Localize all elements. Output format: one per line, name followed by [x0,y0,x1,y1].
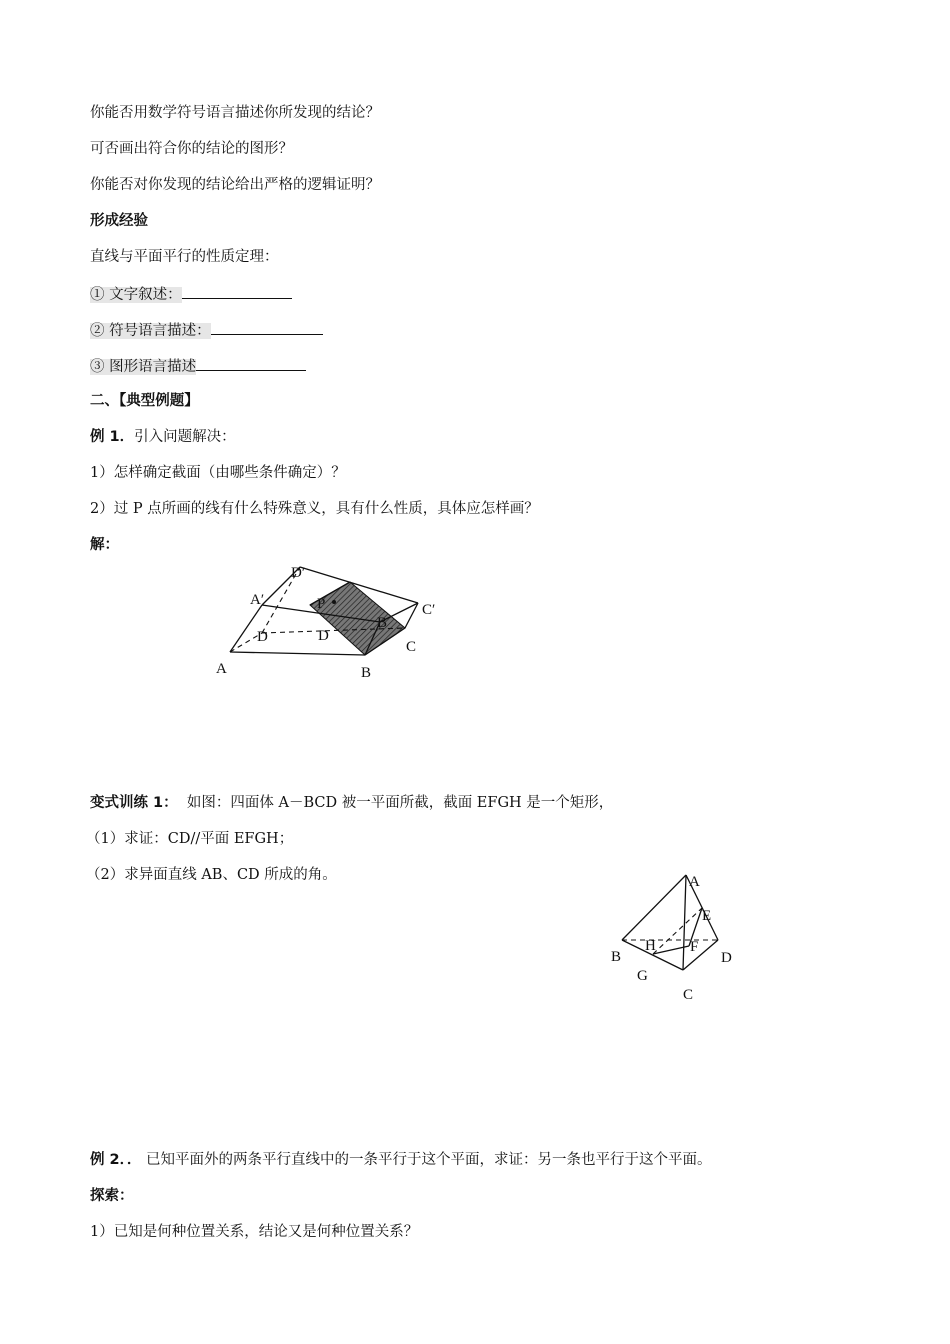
symbol-statement-row [90,319,323,341]
variant-1-q2: （2）求异面直线 AB、CD 所成的角。 [86,867,337,883]
tetrahedron-figure [600,868,750,1003]
example-2-label: 例 2．． [90,1152,142,1168]
label-b: B [361,665,372,681]
example-1-q1: 1）怎样确定截面（由哪些条件确定）？ [90,465,346,481]
symbol-statement-blank[interactable] [211,319,323,335]
example-1-text: 引入问题解决： [134,429,236,445]
solution-label: 解： [90,537,119,553]
label-d-inner: D [257,629,268,645]
question-1: 你能否用数学符号语言描述你所发现的结论？ [90,105,380,121]
explore-label: 探索： [90,1188,134,1204]
tetra-label-e: E [702,908,712,924]
tetra-label-h: H [645,938,656,954]
example-2-text: 已知平面外的两条平行直线中的一条平行于这个平面，求证：另一条也平行于这个平面。 [146,1152,712,1168]
label-b-prime: B [377,615,388,631]
figure-statement-label: ③ 图形语言描述 [90,359,197,375]
example-1-label: 例 1． [90,429,135,445]
example-2-line [90,1150,712,1170]
tetra-label-b: B [611,949,622,965]
text-statement-blank[interactable] [182,283,292,299]
variant-1-label: 变式训练 1： [90,795,178,811]
example-2-q1: 1）已知是何种位置关系，结论又是何种位置关系？ [90,1224,419,1240]
variant-1-text: 如图：四面体 A－BCD 被一平面所截，截面 EFGH 是一个矩形， [186,795,614,811]
label-a: A [216,661,227,677]
question-2: 可否画出符合你的结论的图形？ [90,141,293,157]
question-3: 你能否对你发现的结论给出严格的逻辑证明？ [90,177,380,193]
tetra-label-f: F [690,939,699,955]
example-1-q2: 2）过 P 点所画的线有什么特殊意义，具有什么性质，具体应怎样画？ [90,501,539,517]
label-d-inner-2: D [318,628,329,644]
label-c: C [406,639,417,655]
figure-statement-blank[interactable] [196,355,306,371]
text-statement-label: ① 文字叙述： [90,287,182,303]
label-d-prime: D′ [291,565,306,581]
figure-statement-row [90,355,306,377]
experience-heading: 形成经验 [90,213,148,229]
example-1-line [90,427,236,447]
theorem-intro: 直线与平面平行的性质定理： [90,249,279,265]
tetra-label-a: A [689,874,700,890]
prism-section-figure [205,560,455,685]
tetra-label-d: D [721,950,732,966]
section-2-heading: 二、【典型例题】 [90,393,199,409]
variant-1-line [90,793,613,813]
label-a-prime: A′ [250,592,265,608]
text-statement-row [90,283,292,305]
tetra-label-g: G [637,968,648,984]
variant-1-q1: （1）求证：CD//平面 EFGH； [86,831,294,847]
label-p: P [317,596,326,612]
symbol-statement-label: ② 符号语言描述： [90,323,211,339]
label-c-prime: C′ [422,602,436,618]
tetra-label-c: C [683,987,694,1003]
